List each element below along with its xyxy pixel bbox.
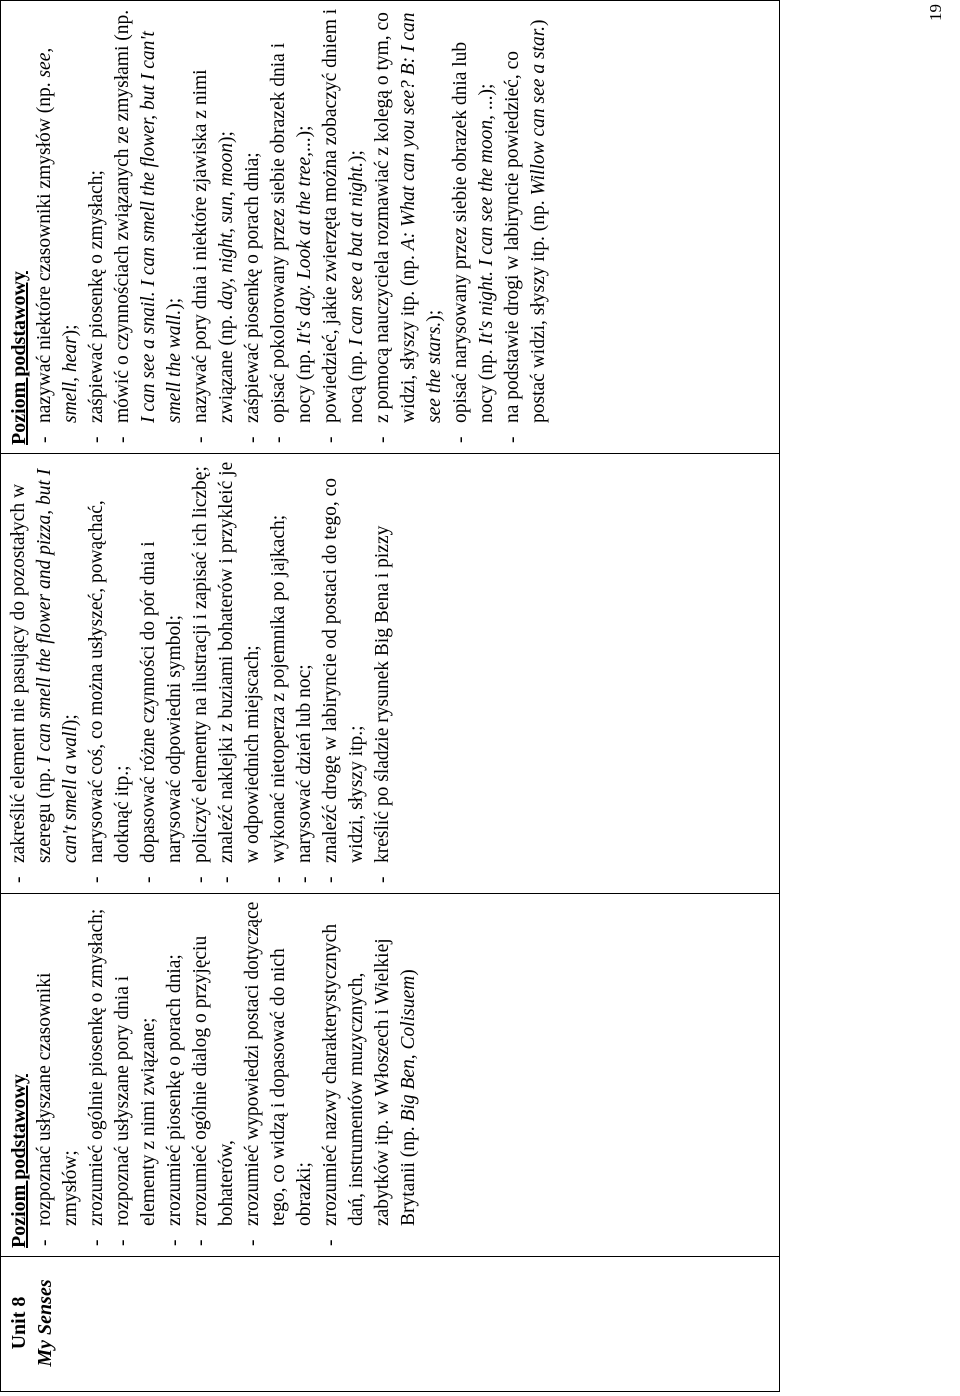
listening-skills-list <box>32 900 422 1248</box>
activities-cell <box>1 454 780 894</box>
list-item: - nazywać niektóre czasowniki zmysłów (np. see, smell, hear); <box>32 7 84 445</box>
list-item: - zaśpiewać piosenkę o porach dnia; <box>240 7 266 445</box>
list-item: - znaleźć drogę w labiryncie od postaci do tego, co widzi, słyszy itp.; <box>318 460 370 885</box>
list-item: - narysować coś, co można usłyszeć, powąchać, dotknąć itp.; <box>84 460 136 885</box>
page-number: 19 <box>926 4 945 21</box>
speaking-skills-list <box>32 7 552 445</box>
listening-skills-cell <box>1 894 780 1257</box>
unit-cell <box>1 1257 780 1392</box>
list-item: - zrozumieć nazwy charakterystycznych dań, instrumentów muzycznych, zabytków itp. w Włoszech i Wielkiej Brytanii (np. Big Ben, Colisuem) <box>318 900 422 1248</box>
unit-subtitle: My Senses <box>34 1279 56 1367</box>
list-item: - opisać pokolorowany przez siebie obrazek dnia i nocy (np. It's day. Look at the tree,...); <box>266 7 318 445</box>
list-item: - rozpoznać usłyszane czasowniki zmysłów; <box>32 900 84 1248</box>
list-item: - z pomocą nauczyciela rozmawiać z kolegą o tym, co widzi, słyszy itp. (np. A: What can you see? B: I can see the stars.); <box>370 7 448 445</box>
speaking-skills-cell <box>1 1 780 454</box>
list-item: - znaleźć naklejki z buziami bohaterów i przykleić je w odpowiednich miejscach; <box>214 460 266 885</box>
list-item: - mówić o czynnościach związanych ze zmysłami (np. I can see a snail. I can smell the flower, but I can't smell the wall.); <box>110 7 188 445</box>
list-item: - zrozumieć ogólnie dialog o przyjęciu bohaterów, <box>188 900 240 1248</box>
list-item: - kreślić po śladzie rysunek Big Bena i pizzy <box>370 460 396 885</box>
list-item: - zrozumieć piosenkę o porach dnia; <box>162 900 188 1248</box>
list-item: - powiedzieć, jakie zwierzęta można zobaczyć dniem i nocą (np. I can see a bat at night.); <box>318 7 370 445</box>
list-item: - nazywać pory dnia i niektóre zjawiska z nimi związane (np. day, night, sun, moon); <box>188 7 240 445</box>
list-item: - zaśpiewać piosenkę o zmysłach; <box>84 7 110 445</box>
list-item: - zakreślić element nie pasujący do pozostałych w szeregu (np. I can smell the flower and pizza, but I can't smell a wall); <box>6 460 84 885</box>
list-item: - narysować dzień lub noc; <box>292 460 318 885</box>
list-item: - policzyć elementy na ilustracji i zapisać ich liczbę; <box>188 460 214 885</box>
list-item: - zrozumieć wypowiedzi postaci dotyczące tego, co widzą i dopasować do nich obrazki; <box>240 900 318 1248</box>
list-item: - na podstawie drogi w labiryncie powiedzieć, co postać widzi, słyszy itp. (np. Willow can see a star.) <box>500 7 552 445</box>
unit-title: Unit 8 <box>8 1296 30 1350</box>
list-item: - rozpoznać usłyszane pory dnia i elementy z nimi związane; <box>110 900 162 1248</box>
activities-list <box>6 460 396 885</box>
level-heading: Poziom podstawowy <box>8 1074 30 1248</box>
level-heading: Poziom podstawowy <box>8 271 30 445</box>
list-item: - dopasować różne czynności do pór dnia i narysować odpowiedni symbol; <box>136 460 188 885</box>
list-item: - zrozumieć ogólnie piosenkę o zmysłach; <box>84 900 110 1248</box>
list-item: - wykonać nietoperza z pojemnika po jajkach; <box>266 460 292 885</box>
unit-row <box>1 1 780 1392</box>
list-item: - opisać narysowany przez siebie obrazek dnia lub nocy (np. It's night. I can see the moon, ...); <box>448 7 500 445</box>
